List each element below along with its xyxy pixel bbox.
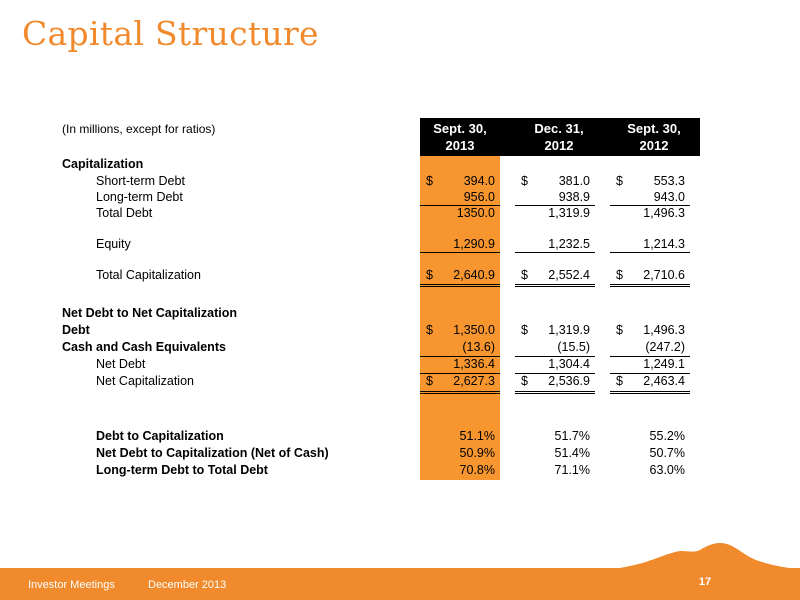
row-label-debt: Debt [62, 323, 90, 337]
cell: (13.6) [462, 340, 495, 354]
cell: $ 1,350.0 [426, 323, 495, 337]
cell: 63.0% [649, 463, 685, 477]
row-label-debt-to-cap: Debt to Capitalization [96, 429, 224, 443]
page-number: 17 [698, 576, 712, 588]
row-label-cash: Cash and Cash Equivalents [62, 340, 226, 354]
cell: 50.9% [459, 446, 495, 460]
cell: 50.7% [649, 446, 685, 460]
cell: 1350.0 [456, 206, 495, 220]
column-header-sept-2013: Sept. 30, 2013 [433, 121, 487, 153]
cell: $ 2,627.3 [426, 374, 495, 388]
subtotal-rule [515, 252, 595, 253]
cell: $ 1,496.3 [616, 323, 685, 337]
row-label-lt-to-total-debt: Long-term Debt to Total Debt [96, 463, 268, 477]
row-label-long-term-debt: Long-term Debt [96, 190, 183, 204]
cell: $ 381.0 [521, 174, 590, 188]
column-header-sept-2012: Sept. 30, 2012 [627, 121, 681, 153]
cell: $ 2,640.9 [426, 268, 495, 282]
cell: 943.0 [653, 190, 685, 204]
cell: 938.9 [558, 190, 590, 204]
cell: 1,290.9 [453, 237, 495, 251]
cell: $ 2,536.9 [521, 374, 590, 388]
cell: $ 553.3 [616, 174, 685, 188]
cell: $ 394.0 [426, 174, 495, 188]
section-net-debt: Net Debt to Net Capitalization [62, 306, 238, 320]
total-double-rule [515, 284, 595, 287]
cell: (247.2) [645, 340, 685, 354]
subtotal-rule [420, 252, 500, 253]
cell: (15.5) [557, 340, 590, 354]
cell: 71.1% [554, 463, 590, 477]
cell: 1,304.4 [548, 357, 590, 371]
row-label-total-debt: Total Debt [96, 206, 153, 220]
cell: 1,496.3 [643, 206, 685, 220]
row-label-short-term-debt: Short-term Debt [96, 174, 185, 188]
column-header-dec-2012: Dec. 31, 2012 [534, 121, 584, 153]
cell: 1,249.1 [643, 357, 685, 371]
section-capitalization: Capitalization [62, 157, 144, 171]
cell: $ 2,463.4 [616, 374, 685, 388]
cell: 51.7% [554, 429, 590, 443]
cell: 956.0 [463, 190, 495, 204]
total-double-rule [610, 391, 690, 394]
cell: 1,336.4 [453, 357, 495, 371]
cell: 1,232.5 [548, 237, 590, 251]
cell: 70.8% [459, 463, 495, 477]
row-label-net-debt: Net Debt [96, 357, 146, 371]
total-double-rule [515, 391, 595, 394]
footer-event: Investor Meetings [28, 579, 115, 591]
cell: $ 2,552.4 [521, 268, 590, 282]
cell: 1,319.9 [548, 206, 590, 220]
total-double-rule [420, 284, 500, 287]
row-label-net-capitalization: Net Capitalization [96, 374, 194, 388]
units-note: (In millions, except for ratios) [62, 122, 216, 136]
cell: 51.1% [459, 429, 495, 443]
cell: 51.4% [554, 446, 590, 460]
cell: $ 2,710.6 [616, 268, 685, 282]
page-title: Capital Structure [22, 14, 319, 53]
total-double-rule [610, 284, 690, 287]
row-label-net-debt-to-cap: Net Debt to Capitalization (Net of Cash) [96, 446, 329, 460]
footer-bar [0, 568, 800, 600]
row-label-total-capitalization: Total Capitalization [96, 268, 201, 282]
footer-date: December 2013 [148, 579, 227, 591]
cell: $ 1,319.9 [521, 323, 590, 337]
row-label-equity: Equity [96, 237, 131, 251]
total-double-rule [420, 391, 500, 394]
subtotal-rule [610, 252, 690, 253]
cell: 1,214.3 [643, 237, 685, 251]
cell: 55.2% [649, 429, 685, 443]
